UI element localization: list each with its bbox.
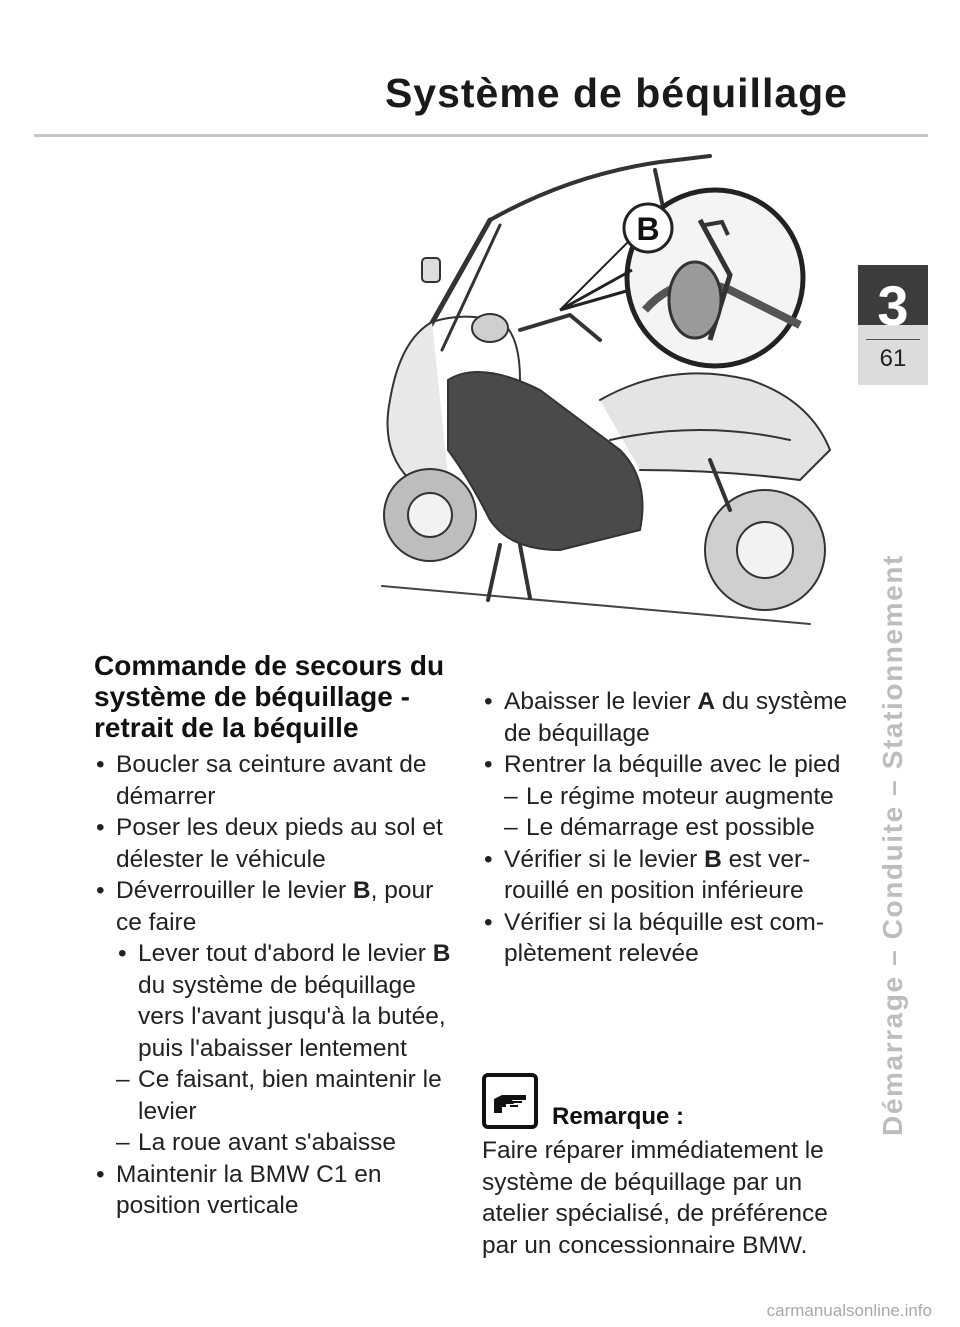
list-item: – Le régime moteur augmente bbox=[482, 781, 852, 813]
chapter-divider bbox=[866, 339, 920, 340]
right-instruction-list bbox=[482, 686, 852, 970]
list-item: • Vérifier si la béquille est com- plètement relevée bbox=[482, 907, 852, 970]
title-divider bbox=[34, 134, 928, 137]
chapter-tab bbox=[858, 265, 928, 385]
chapter-side-label: Démarrage – Conduite – Stationnement bbox=[877, 554, 908, 1136]
left-column bbox=[94, 650, 464, 1222]
list-item: – La roue avant s'abaisse bbox=[94, 1127, 464, 1159]
callout-label-b: B bbox=[636, 211, 660, 247]
list-item: • Vérifier si le levier B est ver- rouillé en position inférieure bbox=[482, 844, 852, 907]
right-column bbox=[482, 686, 852, 970]
list-item: • Maintenir la BMW C1 en position verticale bbox=[94, 1159, 464, 1222]
pointing-hand-note-icon bbox=[482, 1073, 538, 1129]
list-item: • Déverrouiller le levier B, pour ce faire bbox=[94, 875, 464, 938]
list-item: • Lever tout d'abord le levier B du système de béquillage vers l'avant jusqu'à la butée, puis l'abaisser lentement bbox=[94, 938, 464, 1064]
chapter-number: 3 bbox=[877, 274, 909, 337]
list-item: • Poser les deux pieds au sol et délester le véhicule bbox=[94, 812, 464, 875]
note-title: Remarque : bbox=[552, 1103, 685, 1130]
list-item: • Boucler sa ceinture avant de démarrer bbox=[94, 749, 464, 812]
page-number: 61 bbox=[879, 345, 907, 372]
watermark: carmanualsonline.info bbox=[766, 1301, 932, 1320]
note-text: Faire réparer immédiatement le système de béquillage par un atelier spécialisé, de préférence par un concessionnaire BMW. bbox=[482, 1137, 828, 1259]
page-title: Système de béquillage bbox=[384, 70, 848, 116]
section-heading: Commande de secours du système de béquillage - retrait de la béquille bbox=[94, 650, 445, 743]
list-item: – Le démarrage est possible bbox=[482, 812, 852, 844]
list-item: – Ce faisant, bien maintenir le levier bbox=[94, 1064, 464, 1127]
list-item: • Rentrer la béquille avec le pied bbox=[482, 749, 852, 781]
left-instruction-list bbox=[94, 749, 464, 1222]
scooter-illustration bbox=[370, 150, 840, 630]
list-item: • Abaisser le levier A du système de béquillage bbox=[482, 686, 852, 749]
